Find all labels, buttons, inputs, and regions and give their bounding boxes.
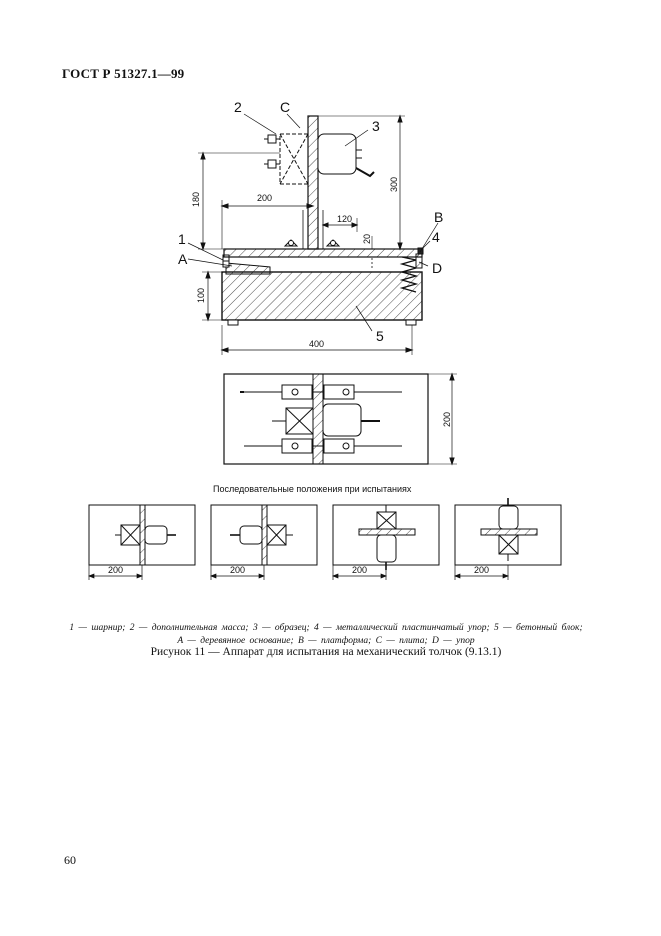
position-2-dim: 200 xyxy=(230,565,246,575)
positions-dim-labels xyxy=(108,565,489,575)
position-1-dim: 200 xyxy=(108,565,124,575)
dim-100: 100 xyxy=(196,287,206,303)
platform xyxy=(224,249,422,257)
dim-300: 300 xyxy=(389,176,399,192)
label-3: 3 xyxy=(372,118,380,134)
main-side-view xyxy=(188,114,438,355)
position-4 xyxy=(455,498,561,565)
dim-200: 200 xyxy=(257,193,273,203)
position-4-dim: 200 xyxy=(474,565,490,575)
label-5: 5 xyxy=(376,328,384,344)
dim-20: 20 xyxy=(362,233,372,244)
label-a: A xyxy=(178,251,188,267)
legend-line-1: 1 — шарнир; 2 — дополнительная масса; 3 — образец; 4 — металлический пластинчатый упор; 5 — бетонный блок; xyxy=(69,623,583,633)
top-view-dim-200: 200 xyxy=(442,411,452,427)
figure-caption: Рисунок 11 — Аппарат для испытания на механический толчок (9.13.1) xyxy=(150,646,502,658)
mass-bolt-lower xyxy=(264,160,280,168)
label-b: B xyxy=(434,209,444,225)
label-c: C xyxy=(280,99,291,115)
specimen xyxy=(318,134,356,174)
stop-d xyxy=(416,254,422,268)
positions-title: Последовательные положения при испытаниях xyxy=(213,484,412,494)
block-foot-right xyxy=(406,320,416,325)
concrete-block xyxy=(222,272,422,320)
plate xyxy=(308,116,318,249)
position-2 xyxy=(211,505,317,565)
positions-dimensions xyxy=(89,565,508,580)
label-d: D xyxy=(432,260,443,276)
label-4: 4 xyxy=(432,229,440,245)
position-3-dim: 200 xyxy=(352,565,368,575)
wing-nut-right xyxy=(327,240,339,246)
wing-nut-left xyxy=(285,240,297,246)
label-2: 2 xyxy=(234,99,242,115)
figure-legend xyxy=(40,622,612,648)
wooden-base xyxy=(226,263,270,274)
top-view-specimen xyxy=(323,404,361,436)
block-foot-left xyxy=(228,320,238,325)
top-view-plate xyxy=(313,374,323,464)
position-3 xyxy=(333,505,439,570)
position-1 xyxy=(89,505,195,565)
dim-120: 120 xyxy=(337,214,353,224)
legend-line-2: A — деревянное основание; B — платформа; C — плита; D — упор xyxy=(177,636,475,646)
page-number: 60 xyxy=(64,853,76,867)
specimen-handle xyxy=(356,168,374,176)
dim-400: 400 xyxy=(309,339,325,349)
mass-bolt-upper xyxy=(264,135,280,143)
dim-180: 180 xyxy=(191,191,201,207)
label-1: 1 xyxy=(178,231,186,247)
top-view xyxy=(224,374,457,464)
positions-row xyxy=(89,498,561,580)
document-header: ГОСТ Р 51327.1—99 xyxy=(62,66,185,81)
